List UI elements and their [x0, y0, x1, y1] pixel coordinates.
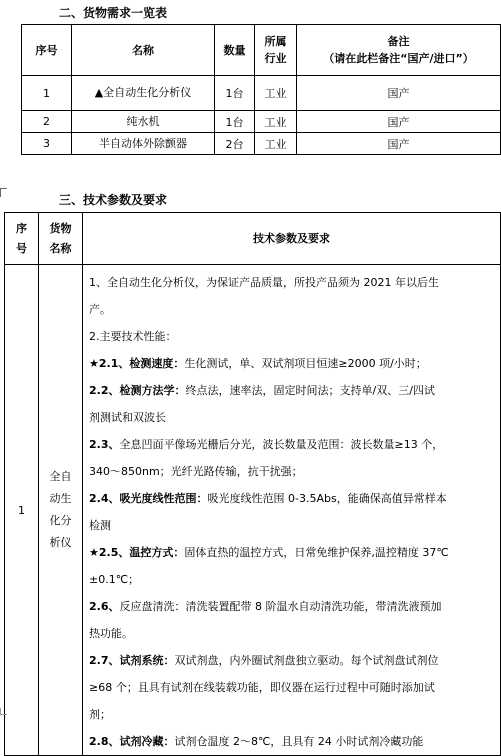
table1-header-row: [22, 25, 501, 76]
spec-line: [89, 512, 494, 539]
cell-seq: 1: [5, 265, 39, 756]
header-goods-line2: 名称: [49, 241, 72, 255]
cell-qty: 1台: [215, 76, 255, 111]
cell-note: 国产: [297, 133, 501, 155]
table-row: [22, 133, 501, 155]
header-seq-line2: 号: [16, 241, 27, 255]
table-row: [22, 111, 501, 133]
tech-spec-table: [4, 212, 501, 756]
header-industry-line2: 行业: [264, 52, 287, 65]
spec-line: [89, 458, 494, 485]
spec-line: [89, 566, 494, 593]
table-row: [22, 76, 501, 111]
goods-name-line: 动生: [49, 492, 72, 505]
spec-line-text: 试剂仓温度 2～8℃，且具有 24 小时试剂冷藏功能: [174, 735, 424, 748]
spec-line: [89, 674, 494, 701]
spec-line: [89, 620, 494, 647]
header-goods-line1: 货物: [49, 221, 72, 235]
header-seq-line1: 序: [16, 221, 27, 235]
cell-industry: 工业: [255, 76, 297, 111]
spec-line-text: 340～850nm；光纤光路传输，抗干扰强；: [89, 465, 303, 478]
spec-line-text: 1、全自动生化分析仪，为保证产品质量，所投产品须为 2021 年以后生: [89, 276, 439, 289]
cell-seq: 3: [22, 133, 72, 155]
goods-demand-table: [21, 24, 501, 155]
spec-line-bold: 2.2、检测方法学：: [89, 384, 186, 397]
spec-line-bold: 2.8、试剂冷藏：: [89, 735, 175, 748]
spec-line: [89, 485, 494, 512]
header-industry-line1: 所属: [264, 35, 287, 48]
cell-seq: 1: [22, 76, 72, 111]
section-3-title-text: 三、技术参数及要求: [59, 193, 168, 207]
spec-line-text: 2.主要技术性能：: [89, 330, 177, 343]
header-spec: 技术参数及要求: [83, 213, 501, 265]
header-industry: [255, 25, 297, 76]
spec-line: [89, 701, 494, 728]
cell-qty: 2台: [215, 133, 255, 155]
cell-note: 国产: [297, 76, 501, 111]
spec-line-text: 剂测试和双波长: [89, 411, 166, 424]
spec-line-bold: ★2.5、温控方式：: [89, 546, 185, 559]
spec-line-text: 终点法，速率法，固定时间法；支持单/双、三/四试: [185, 384, 435, 397]
cell-seq: 2: [22, 111, 72, 133]
spec-line-text: 热功能。: [89, 627, 133, 640]
table2-header-row: [5, 213, 501, 265]
spec-line-text: ±0.1℃；: [89, 573, 140, 586]
cell-spec: [83, 265, 501, 756]
cell-qty: 1台: [215, 111, 255, 133]
spec-line-text: 吸光度线性范围 0-3.5Abs，能确保高值异常样本: [207, 492, 447, 505]
cell-industry: 工业: [255, 111, 297, 133]
spec-line-bold: 2.6、: [89, 600, 120, 613]
paragraph-marker: [0, 188, 7, 197]
spec-line-text: ≥68 个；且具有试剂在线装载功能，即仪器在运行过程中可随时添加试: [89, 681, 435, 694]
cell-name: 纯水机: [72, 111, 215, 133]
header-seq: 序号: [22, 25, 72, 76]
spec-line-text: 检测: [89, 519, 111, 532]
spec-line-bold: 2.4、吸光度线性范围：: [89, 492, 208, 505]
header-goods-name: [39, 213, 83, 265]
spec-line: [89, 728, 494, 755]
spec-line: [89, 323, 494, 350]
spec-line-text: 剂；: [89, 708, 111, 721]
cell-industry: 工业: [255, 133, 297, 155]
spec-line: [89, 377, 494, 404]
spec-line: [89, 404, 494, 431]
header-note: [297, 25, 501, 76]
section-2-title: [59, 4, 167, 21]
goods-name-line: 析仪: [49, 536, 72, 549]
cell-name: ▲全自动生化分析仪: [72, 76, 215, 111]
header-seq: [5, 213, 39, 265]
section-3-title: [59, 191, 167, 208]
spec-line: [89, 350, 494, 377]
spec-line-text: 反应盘清洗：清洗装置配带 8 阶温水自动清洗功能，带清洗液预加: [119, 600, 442, 613]
spec-line: [89, 296, 494, 323]
spec-line: [89, 593, 494, 620]
paragraph-marker-bottom: [0, 708, 7, 715]
table-row: [5, 265, 501, 756]
header-note-line1: 备注: [387, 35, 410, 48]
spec-lines: [89, 269, 494, 755]
header-note-line2: （请在此栏备注“国产/进口”）: [323, 52, 474, 65]
header-qty: 数量: [215, 25, 255, 76]
spec-line-text: 固体直热的温控方式，日常免维护保养,温控精度 37℃: [184, 546, 449, 559]
spec-line: [89, 269, 494, 296]
spec-line: [89, 431, 494, 458]
goods-name-line: 全自: [49, 470, 72, 483]
spec-line-text: 生化测试，单、双试剂项目恒速≥2000 项/小时；: [184, 357, 427, 370]
spec-line-text: 全息凹面平像场光栅后分光，波长数量及范围：波长数量≥13 个，: [119, 438, 444, 451]
cell-goods-name: [39, 265, 83, 756]
spec-line: [89, 647, 494, 674]
header-name: 名称: [72, 25, 215, 76]
goods-name-line: 化分: [49, 514, 72, 527]
spec-line-bold: 2.3、: [89, 438, 120, 451]
cell-name: 半自动体外除颤器: [72, 133, 215, 155]
spec-line-text: 产。: [89, 303, 111, 316]
cell-note: 国产: [297, 111, 501, 133]
section-2-title-text: 二、货物需求一览表: [59, 6, 168, 20]
spec-line-text: 双试剂盘，内外圈试剂盘独立驱动。每个试剂盘试剂位: [174, 654, 439, 667]
spec-line: [89, 539, 494, 566]
spec-line-bold: ★2.1、检测速度：: [89, 357, 185, 370]
spec-line-bold: 2.7、试剂系统：: [89, 654, 175, 667]
